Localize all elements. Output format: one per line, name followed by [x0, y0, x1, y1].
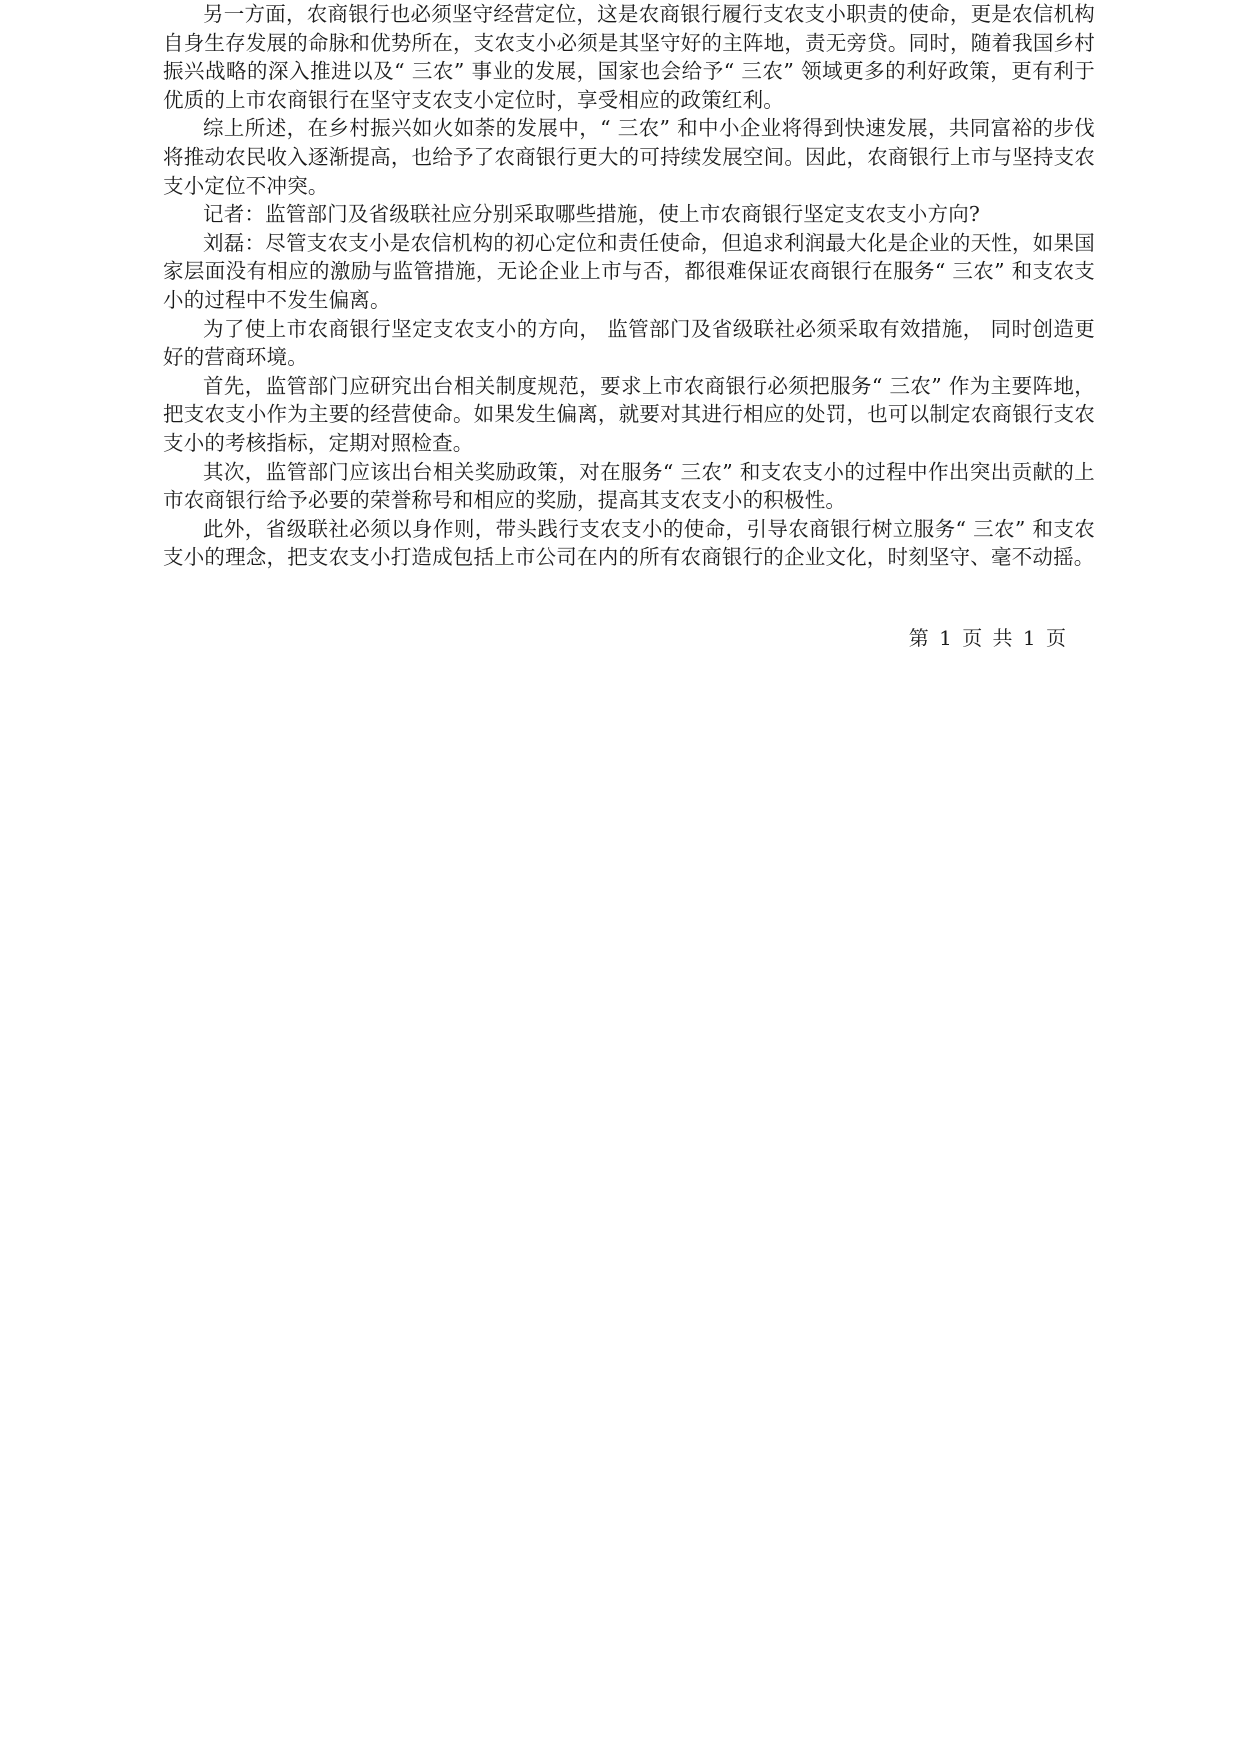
- paragraph-6: 首先，监管部门应研究出台相关制度规范，要求上市农商银行必须把服务“ 三农” 作为主要阵地，把支农支小作为主要的经营使命。如果发生偏离，就要对其进行相应的处罚，也可以制定农商银行支农支小的考核指标，定期对照检查。: [163, 373, 1095, 455]
- paragraph-5: 为了使上市农商银行坚定支农支小的方向， 监管部门及省级联社必须采取有效措施， 同时创造更好的营商环境。: [163, 316, 1095, 370]
- document-body: [163, 0, 1095, 572]
- paragraph-8: 此外，省级联社必须以身作则，带头践行支农支小的使命，引导农商银行树立服务“ 三农” 和支农支小的理念，把支农支小打造成包括上市公司在内的所有农商银行的企业文化，时刻坚守、毫不动摇。: [163, 516, 1095, 570]
- paragraph-1: 另一方面，农商银行也必须坚守经营定位，这是农商银行履行支农支小职责的使命，更是农信机构自身生存发展的命脉和优势所在，支农支小必须是其坚守好的主阵地，责无旁贷。同时，随着我国乡村振兴战略的深入推进以及“ 三农” 事业的发展，国家也会给予“ 三农” 领域更多的利好政策，更有利于优质的上市农商银行在坚守支农支小定位时，享受相应的政策红利。: [163, 2, 1095, 112]
- paragraph-4: 刘磊：尽管支农支小是农信机构的初心定位和责任使命，但追求利润最大化是企业的天性，如果国家层面没有相应的激励与监管措施，无论企业上市与否，都很难保证农商银行在服务“ 三农” 和支农支小的过程中不发生偏离。: [163, 230, 1095, 312]
- paragraph-2: 综上所述，在乡村振兴如火如荼的发展中，“ 三农” 和中小企业将得到快速发展，共同富裕的步伐将推动农民收入逐渐提高，也给予了农商银行更大的可持续发展空间。因此，农商银行上市与坚持支农支小定位不冲突。: [163, 116, 1095, 198]
- page-number-footer: 第 1 页 共 1 页: [908, 626, 1068, 650]
- paragraph-3: 记者：监管部门及省级联社应分别采取哪些措施，使上市农商银行坚定支农支小方向?: [203, 202, 981, 227]
- paragraph-7: 其次，监管部门应该出台相关奖励政策，对在服务“ 三农” 和支农支小的过程中作出突出贡献的上市农商银行给予必要的荣誉称号和相应的奖励，提高其支农支小的积极性。: [163, 459, 1095, 513]
